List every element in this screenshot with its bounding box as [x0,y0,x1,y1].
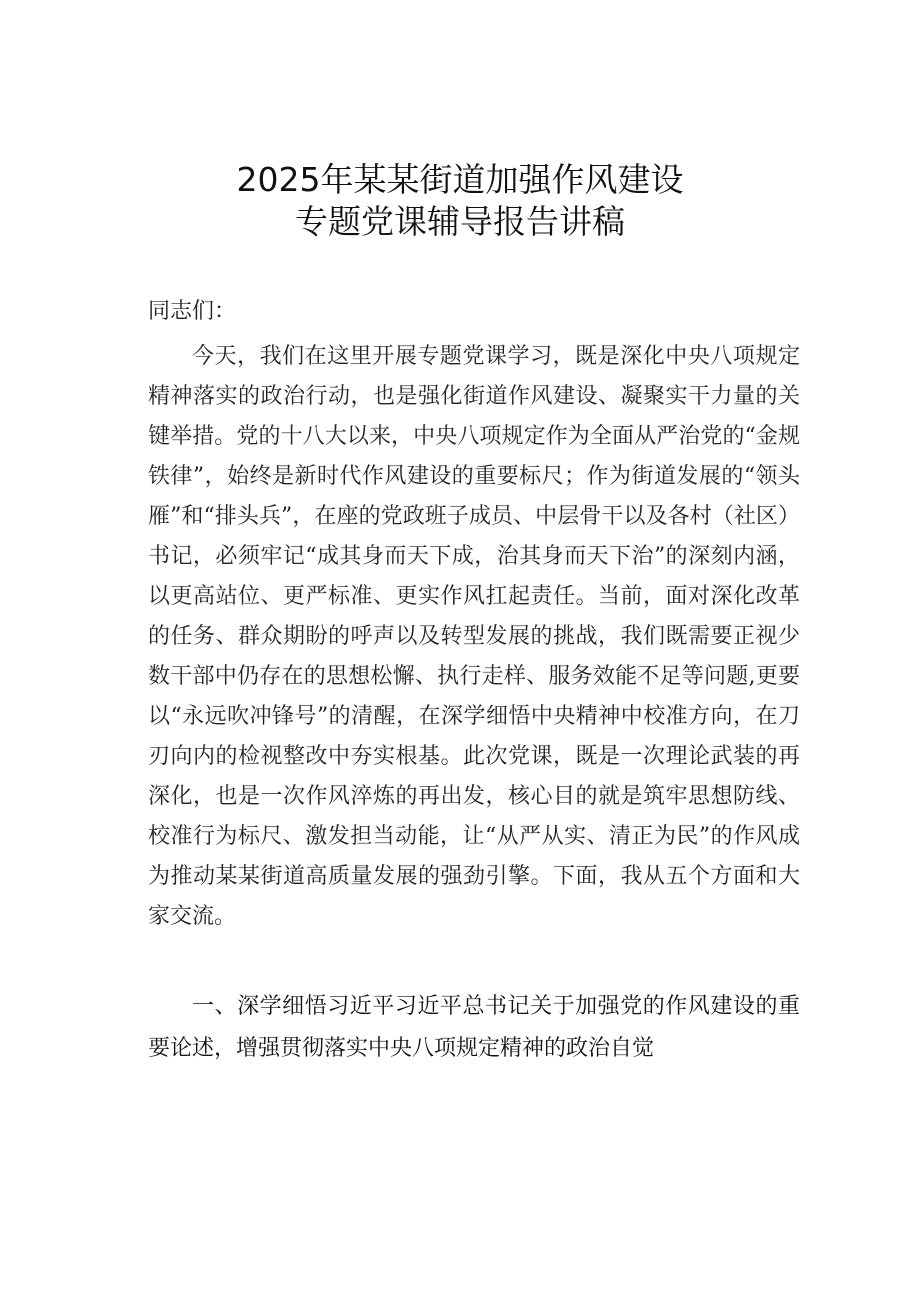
document-title-line-1: 2025年某某街道加强作风建设 [236,160,684,199]
body-paragraph: 今天，我们在这里开展专题党课学习，既是深化中央八项规定精神落实的政治行动，也是强化街道作风建设、凝聚实干力量的关键举措。党的十八大以来，中央八项规定作为全面从严治党的“金规铁律”，始终是新时代作风建设的重要标尺；作为街道发展的“领头雁”和“排头兵”，在座的党政班子成员、中层骨干以及各村（社区）书记，必须牢记“成其身而天下成，治其身而天下治”的深刻内涵，以更高站位、更严标准、更实作风扛起责任。当前，面对深化改革的任务、群众期盼的呼声以及转型发展的挑战，我们既需要正视少数干部中仍存在的思想松懈、执行走样、服务效能不足等问题,更要以“永远吹冲锋号”的清醒，在深学细悟中央精神中校准方向，在刀刃向内的检视整改中夯实根基。此次党课，既是一次理论武装的再深化，也是一次作风淬炼的再出发，核心目的就是筑牢思想防线、校准行为标尺、激发担当动能，让“从严从实、清正为民”的作风成为推动某某街道高质量发展的强劲引擎。下面，我从五个方面和大家交流。 [148,344,800,929]
section-heading-1: 一、深学细悟习近平习近平总书记关于加强党的作风建设的重要论述，增强贯彻落实中央八项规定精神的政治自觉 [148,994,800,1061]
salutation: 同志们： [148,299,237,324]
document-title-line-2: 专题党课辅导报告讲稿 [295,202,625,241]
